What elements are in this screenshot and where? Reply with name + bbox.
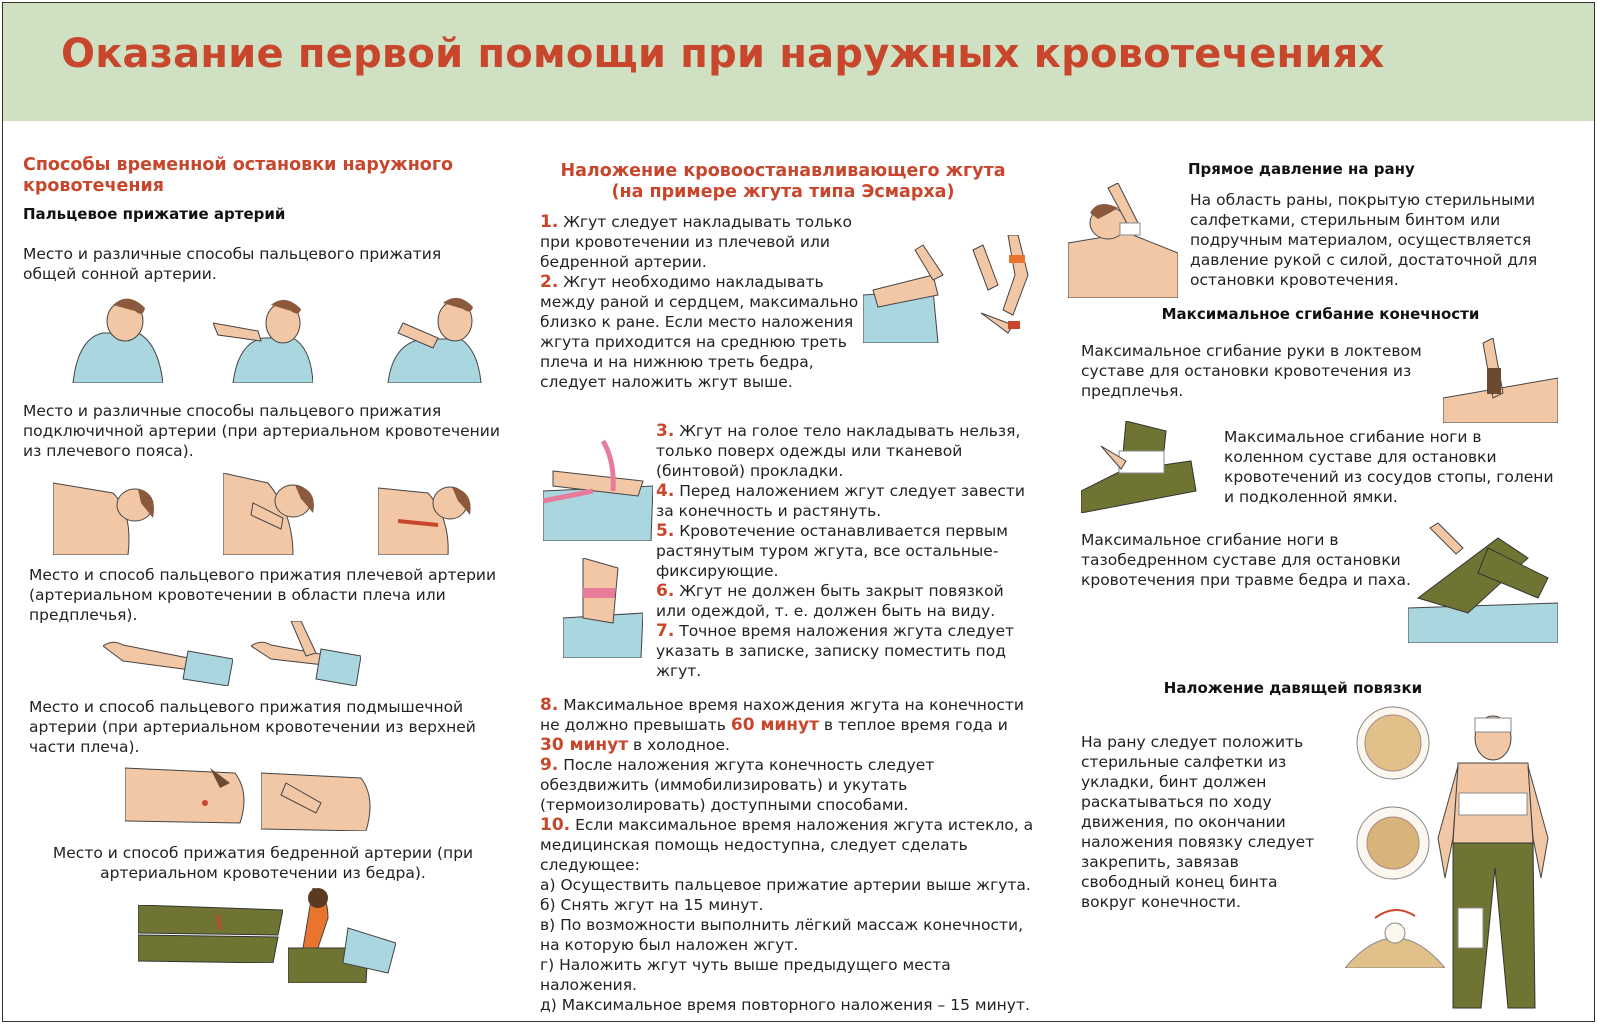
subclavian-illustration-2: [223, 473, 323, 555]
knee-flexion-text: Максимальное сгибание ноги в коленном суставе для остановки кровотечений из сосудов стопы, голени и подколенной ямки.: [1224, 428, 1554, 506]
tourniquet-item-9: 9. После наложения жгута конечность следует обездвижить (иммобилизировать) и укутать (термоизолировать) доступными способами.: [540, 755, 935, 814]
hip-flexion-illustration: [1408, 518, 1558, 643]
bandage-step-2: [1353, 803, 1433, 883]
hip-flexion-text: Максимальное сгибание ноги в тазобедренном суставе для остановки кровотечения при травме бедра и паха.: [1081, 531, 1411, 589]
tourniquet-illustration-3: [563, 558, 643, 658]
tourniquet-subitem-e: д) Максимальное время повторного наложения – 15 минут.: [540, 996, 1030, 1014]
brachial-text: Место и способ пальцевого прижатия плечевой артерии (артериальном кровотечении в области плеча или предплечья).: [29, 566, 497, 624]
pressure-bandage-heading: Наложение давящей повязки: [1163, 679, 1423, 697]
tourniquet-items-1-2: [540, 212, 865, 392]
bandaged-man-illustration: [1423, 708, 1563, 1018]
tourniquet-item-10: 10. Если максимальное время наложения жгута истекло, а медицинская помощь недоступна, следует сделать следующее:: [540, 815, 1034, 874]
tourniquet-heading: [533, 161, 1033, 203]
left-heading: Способы временной остановки наружного кровотечения: [23, 155, 453, 196]
subclavian-illustration-3: [378, 473, 478, 555]
carotid-illustration-2: [213, 293, 313, 383]
tourniquet-illustration-1: [863, 235, 1053, 343]
femoral-text: Место и способ прижатия бедренной артерии (при артериальном кровотечении из бедра).: [52, 844, 474, 882]
poster: [2, 2, 1595, 1022]
brachial-illustration-2: [251, 621, 361, 686]
pressure-bandage-text: На рану следует положить стерильные салфетки из укладки, бинт должен раскатываться по ходу движения, по окончании наложения повязку следует закрепить, завязав свободный конец бинта вокруг конечности.: [1081, 733, 1315, 911]
tourniquet-subitem-d: г) Наложить жгут чуть выше предыдущего места наложения.: [540, 956, 951, 994]
page-title: Оказание первой помощи при наружных кровотечениях: [61, 31, 1385, 77]
left-subheading: Пальцевое прижатие артерий: [23, 205, 286, 223]
header-banner: [3, 3, 1594, 121]
direct-pressure-heading: Прямое давление на рану: [1188, 160, 1415, 178]
tourniquet-item-3: 3. Жгут на голое тело накладывать нельзя, только поверх одежды или тканевой (бинтовой) прокладки.: [656, 421, 1021, 480]
axillary-text: Место и способ пальцевого прижатия подмышечной артерии (при артериальном кровотечении из верхней части плеча).: [29, 698, 476, 756]
tourniquet-subitem-c: в) По возможности выполнить лёгкий массаж конечности, на которую был наложен жгут.: [540, 916, 1024, 954]
carotid-text: Место и различные способы пальцевого прижатия общей сонной артерии.: [23, 245, 442, 283]
tourniquet-subitem-b: б) Снять жгут на 15 минут.: [540, 896, 764, 914]
tourniquet-heading-line1: Наложение кровоостанавливающего жгута: [560, 161, 1006, 181]
tourniquet-item-2: 2. Жгут необходимо накладывать между раной и сердцем, максимально близко к ране. Если место наложения жгута приходится на среднюю треть плеча и на нижнюю треть бедра, следует наложить жгут выше.: [540, 272, 859, 391]
tourniquet-item-4: 4. Перед наложением жгут следует завести за конечность и растянуть.: [656, 481, 1025, 520]
tourniquet-item-6: 6. Жгут не должен быть закрыт повязкой или одеждой, т. е. должен быть на виду.: [656, 581, 1004, 620]
brachial-illustration-1: [103, 631, 233, 686]
carotid-illustration-1: [63, 293, 163, 383]
axillary-illustration-1: [125, 763, 250, 825]
direct-pressure-illustration: [1068, 183, 1178, 298]
tourniquet-item-5: 5. Кровотечение останавливается первым растянутым туром жгута, все остальные- фиксирующие.: [656, 521, 1008, 580]
tourniquet-subitem-a: а) Осуществить пальцевое прижатие артерии выше жгута.: [540, 876, 1031, 894]
axillary-illustration-2: [261, 763, 376, 831]
arm-flexion-illustration: [1443, 338, 1558, 423]
tourniquet-items-3-7: [656, 421, 1031, 681]
max-flexion-heading: Максимальное сгибание конечности: [1161, 305, 1480, 323]
tourniquet-illustration-2: [543, 431, 653, 541]
knee-flexion-illustration: [1081, 421, 1206, 513]
tourniquet-item-1: 1. Жгут следует накладывать только при кровотечении из плечевой или бедренной артерии.: [540, 212, 853, 271]
subclavian-text: Место и различные способы пальцевого прижатия подключичной артерии (при артериальном кровотечении из плечевого пояса).: [23, 402, 500, 460]
subclavian-illustration-1: [53, 473, 158, 555]
tourniquet-item-8: 8. Максимальное время нахождения жгута на конечности не должно превышать 60 минут в теплое время года и 30 минут в холодное.: [540, 695, 1025, 755]
tourniquet-items-8-10: [540, 695, 1035, 1015]
tourniquet-item-7: 7. Точное время наложения жгута следует указать в записке, записку поместить под жгут.: [656, 621, 1015, 680]
tourniquet-heading-line2: (на примере жгута типа Эсмарха): [611, 182, 955, 202]
direct-pressure-text: На область раны, покрытую стерильными салфетками, стерильным бинтом или подручным материалом, осуществляется давление рукой с силой, достаточной для остановки кровотечения.: [1190, 191, 1538, 289]
bandage-step-1: [1353, 703, 1433, 783]
femoral-illustration-1: [138, 905, 283, 963]
arm-flexion-text: Максимальное сгибание руки в локтевом суставе для остановки кровотечения из предплечья.: [1081, 342, 1422, 400]
femoral-illustration-2: [288, 888, 396, 983]
carotid-illustration-3: [383, 293, 483, 383]
